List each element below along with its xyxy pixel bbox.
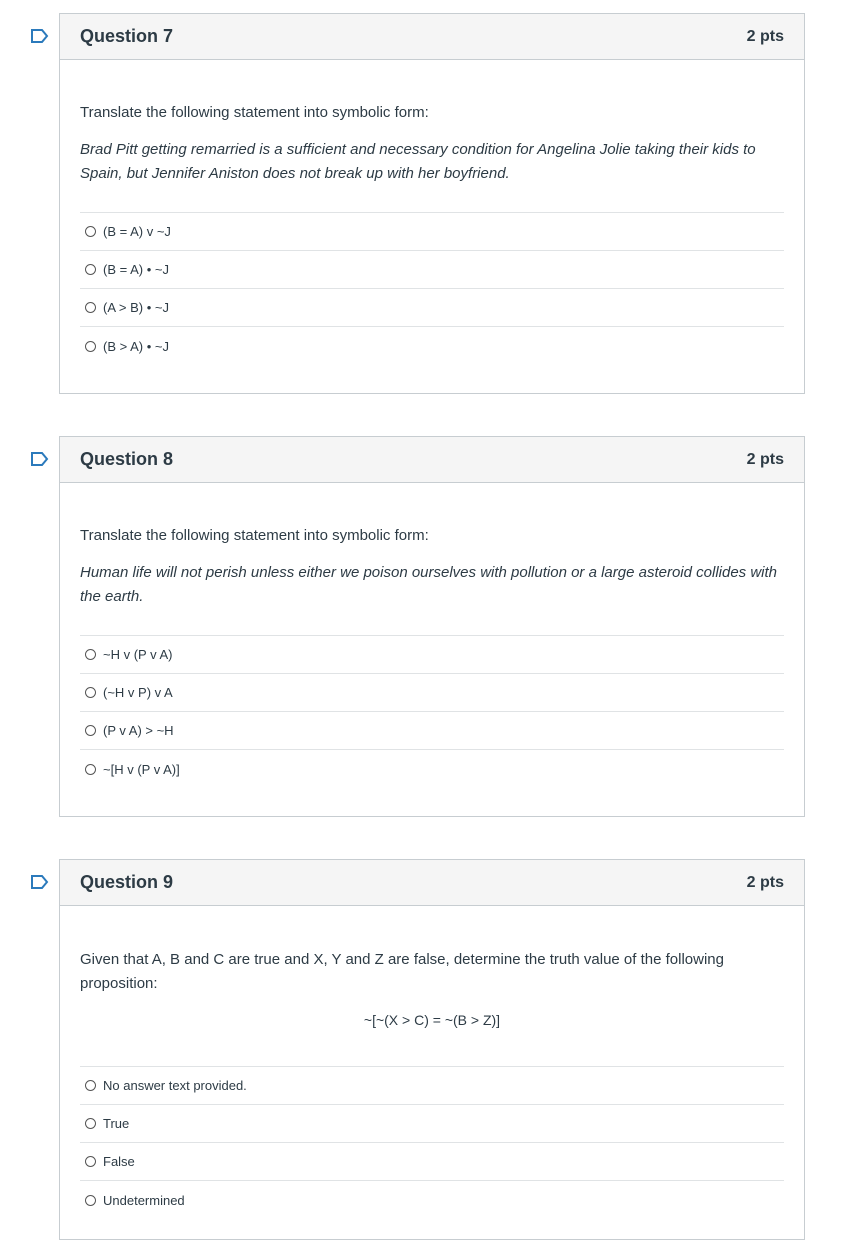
question-9-formula: ~[~(X > C) = ~(B > Z)] xyxy=(363,1012,501,1028)
flag-question-7-icon[interactable] xyxy=(30,28,50,44)
radio-button[interactable] xyxy=(85,1195,96,1206)
question-9-header xyxy=(60,860,804,906)
question-8-prompt: Translate the following statement into symbolic form: xyxy=(80,527,429,544)
radio-button[interactable] xyxy=(85,264,96,275)
answer-label: True xyxy=(103,1116,130,1131)
answer-option[interactable] xyxy=(80,1181,784,1219)
question-7-statement: Brad Pitt getting remarried is a sufficient and necessary condition for Angelina Jolie taking their kids to Spain, but Jennifer Aniston does not break up with her boyfriend. xyxy=(80,141,756,182)
radio-button[interactable] xyxy=(85,764,96,775)
radio-button[interactable] xyxy=(85,649,96,660)
question-7-prompt: Translate the following statement into symbolic form: xyxy=(80,104,429,121)
question-8-points: 2 pts xyxy=(746,450,784,468)
answer-label: (B = A) • ~J xyxy=(103,262,169,277)
answer-label: (P v A) > ~H xyxy=(103,723,174,738)
answer-label: (B > A) • ~J xyxy=(103,338,169,354)
question-7-card xyxy=(59,13,805,394)
radio-button[interactable] xyxy=(85,302,96,313)
answer-label: No answer text provided. xyxy=(103,1078,247,1093)
answer-option[interactable] xyxy=(80,251,784,289)
flag-question-9-icon[interactable] xyxy=(30,874,50,890)
question-8-statement: Human life will not perish unless either we poison ourselves with pollution or a large asteroid collides with the earth. xyxy=(80,564,778,605)
question-7-title: Question 7 xyxy=(80,26,174,46)
question-7-answers xyxy=(80,212,784,365)
question-8-card xyxy=(59,436,805,817)
answer-option[interactable] xyxy=(80,1143,784,1181)
radio-button[interactable] xyxy=(85,725,96,736)
question-9-prompt: Given that A, B and C are true and X, Y and Z are false, determine the truth value of the following proposition: xyxy=(80,951,724,992)
question-8-answers xyxy=(80,635,784,788)
question-9-points: 2 pts xyxy=(746,873,784,891)
answer-label: ~H v (P v A) xyxy=(103,647,173,662)
answer-option[interactable] xyxy=(80,213,784,251)
radio-button[interactable] xyxy=(85,341,96,352)
answer-label: (~H v P) v A xyxy=(103,685,173,700)
question-9-title: Question 9 xyxy=(80,872,174,892)
answer-label: (A > B) • ~J xyxy=(103,300,169,315)
radio-button[interactable] xyxy=(85,1118,96,1129)
question-9-card xyxy=(59,859,805,1240)
radio-button[interactable] xyxy=(85,226,96,237)
answer-option[interactable] xyxy=(80,327,784,365)
flag-question-8-icon[interactable] xyxy=(30,451,50,467)
answer-option[interactable] xyxy=(80,712,784,750)
answer-option[interactable] xyxy=(80,636,784,674)
radio-button[interactable] xyxy=(85,1156,96,1167)
answer-option[interactable] xyxy=(80,1105,784,1143)
radio-button[interactable] xyxy=(85,687,96,698)
answer-option[interactable] xyxy=(80,1067,784,1105)
question-9-answers xyxy=(80,1066,784,1219)
answer-label: (B = A) v ~J xyxy=(103,224,171,239)
answer-option[interactable] xyxy=(80,289,784,327)
answer-label: Undetermined xyxy=(103,1192,185,1208)
question-7-body xyxy=(60,102,804,365)
question-7-header xyxy=(60,14,804,60)
answer-option[interactable] xyxy=(80,750,784,788)
radio-button[interactable] xyxy=(85,1080,96,1091)
question-7-points: 2 pts xyxy=(746,27,784,45)
answer-label: False xyxy=(103,1154,135,1169)
question-9-body xyxy=(60,948,804,1219)
question-8-body xyxy=(60,525,804,788)
question-8-title: Question 8 xyxy=(80,449,174,469)
question-8-header xyxy=(60,437,804,483)
answer-option[interactable] xyxy=(80,674,784,712)
answer-label: ~[H v (P v A)] xyxy=(103,761,180,777)
